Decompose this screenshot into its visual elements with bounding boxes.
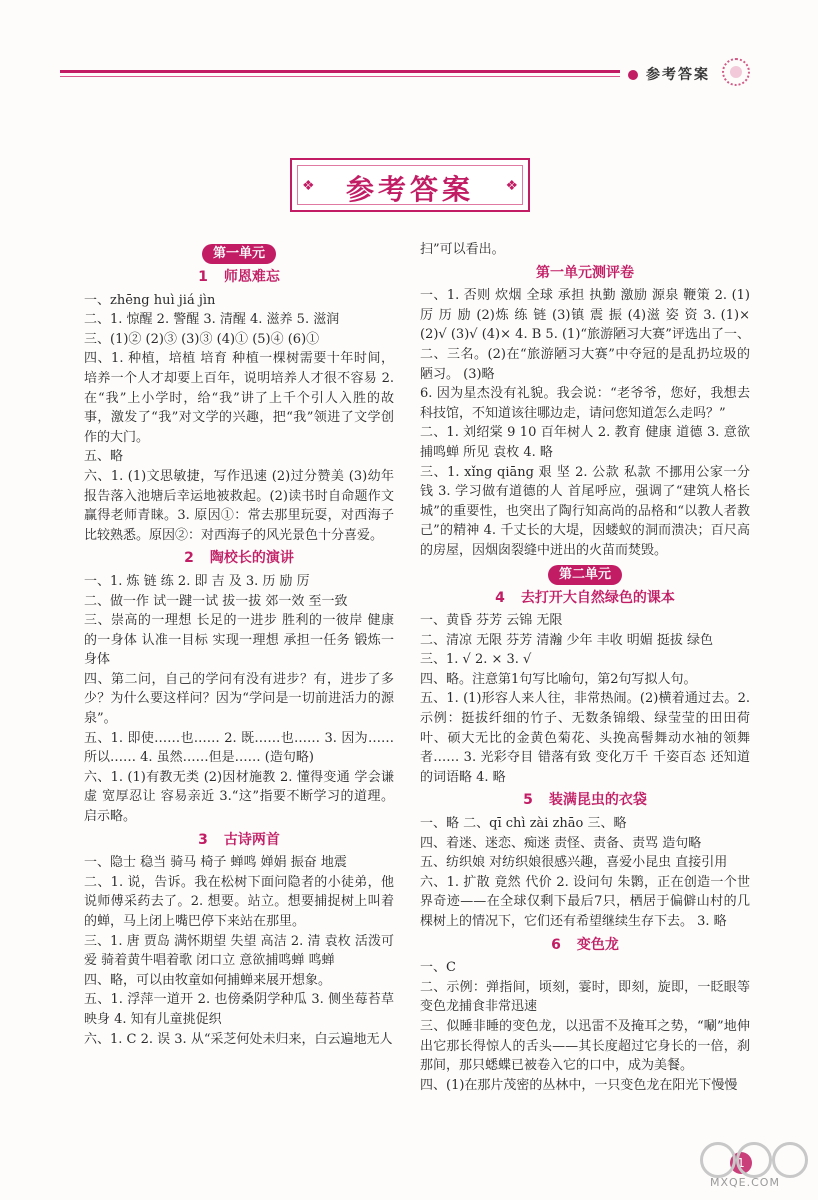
answer-paragraph: 三、1. xǐng qiāng 艰 坚 2. 公款 私款 不挪用公家一分钱 3. 学习做有道德的人 首尾呼应，强调了“建筑人格长城”的重要性，也突出了陶行知高尚的品格和“以教人者教己”的精神 4. 千丈长的大堤，因蝼蚁的洞而溃决；百尺高的房屋，因烟囱裂缝中迸出的火苗而焚毁。 [420,464,750,558]
answer-paragraph: 一、zhēng huì jiá jìn [84,292,216,308]
answer-paragraph: 五、纺织娘 对纺织娘很感兴趣，喜爱小昆虫 直接引用 [420,855,728,871]
header-dot-icon [628,70,638,80]
lesson-heading [84,549,394,569]
header-badge-icon [722,58,750,86]
answer-paragraph: 一、略 二、qī chì zài zhāo 三、略 [420,816,627,832]
answer-paragraph: 六、1. 扩散 竟然 代价 2. 设问句 朱鹮，正在创造一个世界奇迹——在全球仅剩下最后7只，栖居于偏僻山村的几棵树上的情况下，它们还有希望继续生存下去。 3. 略 [420,874,750,929]
lesson-number: 4 [495,589,505,606]
lesson-title: 装满昆虫的衣袋 [548,792,647,809]
watermark-circle-icon [772,1142,808,1178]
answer-paragraph: 二、做一作 试一踺一试 拔一拔 郊一效 至一致 [84,593,348,609]
answer-paragraph: 6. 因为星杰没有礼貌。我会说：“老爷爷，您好，我想去科技馆，不知道该往哪边走，请问您知道怎么走吗？” [420,386,750,421]
answer-paragraph: 五、1. 浮萍一道开 2. 也傍桑阴学种瓜 3. 侧坐莓苔草映身 4. 知有儿童挑促织 [84,992,394,1027]
answer-paragraph: 三、崇高的一理想 长足的一进步 胜利的一彼岸 健康的一身体 认准一目标 实现一理想 承担一任务 锻炼一身体 [84,613,394,668]
title-frame [290,158,530,212]
watermark-circle-icon [736,1142,772,1178]
lesson-heading [420,589,750,609]
title-ornament-icon: ❖ [505,178,518,194]
unit-badge: 第一单元 [202,244,276,264]
answer-paragraph: 一、1. 否则 炊烟 全球 承担 执勤 激励 源泉 鞭策 2. (1)厉 历 励 (2)炼 练 链 (3)镇 震 振 (4)滋 姿 资 3. (1)× (2)√ (3)√ (4)× 4. B 5. (1)“旅游陋习大赛”评选出了一、二、三名。(2)在“旅游陋习大赛”中夺冠的是乱扔垃圾的陋习。 (3)略 [420,288,750,382]
answer-paragraph: 三、1. √ 2. × 3. √ [420,652,532,668]
answer-paragraph: 四、着迷、迷恋、痴迷 责怪、责备、责骂 造句略 [420,835,702,851]
answer-paragraph: 五、略 [84,449,124,465]
watermark-circle-icon [700,1142,736,1178]
answer-paragraph: 三、(1)② (2)③ (3)③ (4)① (5)④ (6)① [84,331,320,347]
unit-badge: 第二单元 [548,565,622,585]
answer-paragraph: 四、(1)在那片茂密的丛林中，一只变色龙在阳光下慢慢 [420,1077,738,1093]
answer-paragraph: 一、黄昏 芬芳 云锦 无限 [420,613,563,629]
answer-paragraph: 三、似睡非睡的变色龙，以迅雷不及掩耳之势，“唰”地伸出它那长得惊人的舌头——其长度超过它身长的一倍，刹那间，那只蟋蝶已被卷入它的口中，成为美餐。 [420,1018,750,1074]
lesson-title: 师恩难忘 [223,269,280,285]
page-number-badge: 1 [730,1152,752,1174]
lesson-number: 1 [198,269,208,285]
answer-paragraph: 四、略，可以由牧童如何捕蝉来展开想象。 [84,972,332,988]
header-label: 参考答案 [646,67,710,83]
answer-paragraph: 四、略。注意第1句写比喻句，第2句写拟人句。 [420,671,697,687]
answer-paragraph: 四、第二问，自己的学问有没有进步？有，进步了多少？为什么要这样问？因为“学问是一切前进活力的源泉”。 [84,671,394,727]
title-ornament-icon: ❖ [302,178,315,194]
lesson-title: 变色龙 [576,936,619,953]
lesson-title: 去打开大自然绿色的课本 [520,589,675,606]
answer-paragraph: 二、清凉 无限 芬芳 清瀚 少年 丰收 明媚 挺拔 绿色 [420,632,714,648]
answer-paragraph: 六、1. C 2. 误 3. 从“采芝何处未归来，白云遍地无人 [84,1031,393,1047]
lesson-number: 3 [198,831,208,848]
answer-paragraph: 四、1. 种植，培植 培育 种植一棵树需要十年时间，培养一个人才却要上百年，说明培养人才很不容易 2. 在“我”上小学时，给“我”讲了上千个引人入胜的故事，激发了“我”对文学的兴趣，把“我”领进了文学创作的大门。 [84,351,394,445]
answer-paragraph: 五、1. (1)形容人来人往，非常热闹。(2)横着通过去。2. 示例：挺拔纤细的竹子、无数条锦缎、绿莹莹的田田荷叶、硕大无比的金黄色菊花、头挽高髻舞动水袖的领舞者…… 3. 光彩夺目 错落有致 变化万千 千姿百态 还知道的词语略 4. 略 [420,691,750,785]
answer-paragraph: 一、C [420,960,456,976]
answer-paragraph: 二、1. 刘绍棠 9 10 百年树人 2. 教育 健康 道德 3. 意欲捕鸣蝉 所见 袁枚 4. 略 [420,425,750,460]
answer-paragraph: 扫”可以看出。 [420,242,505,257]
answer-paragraph: 二、1. 惊醒 2. 警醒 3. 清醒 4. 滋养 5. 滋润 [84,312,340,328]
answer-paragraph: 六、1. (1)文思敏捷，写作迅速 (2)过分赞美 (3)幼年报告落入池塘后幸运地被救起。(2)读书时自命题作文赢得老师青睐。3. 原因①：常去那里玩耍，对西海子比较熟悉。原因②：对西海子的风光景色十分喜爱。 [84,468,394,543]
lesson-title: 第一单元测评卷 [536,264,634,281]
answer-paragraph: 二、示例：弹指间，顷刻，霎时，即刻，旋即，一眨眼等 变色龙捕食非常迅速 [420,979,750,1015]
lesson-title: 古诗两首 [223,831,280,848]
answer-paragraph: 二、1. 说，告诉。我在松树下面问隐者的小徒弟，他说师傅采药去了。2. 想要。站立。想要捕捉树上叫着的蝉，马上闭上嘴巴停下来站在那里。 [84,874,394,929]
answer-paragraph: 一、1. 炼 链 练 2. 即 吉 及 3. 历 励 厉 [84,573,310,589]
lesson-heading [420,936,750,956]
answer-column-right [420,240,750,1095]
lesson-title: 陶校长的演讲 [209,550,294,567]
answer-column-left [84,240,394,1049]
watermark [700,1142,810,1192]
lesson-heading [420,264,750,284]
lesson-heading [84,268,394,288]
lesson-heading [420,791,750,811]
page-title: 参考答案 [345,173,474,206]
lesson-number: 5 [523,792,533,809]
answer-paragraph: 五、1. 即使……也…… 2. 既……也…… 3. 因为……所以…… 4. 虽然……但是…… (造句略) [84,730,394,766]
lesson-heading [84,831,394,851]
answer-paragraph: 一、隐士 稳当 骑马 椅子 蝉鸣 婵娟 振奋 地震 [84,855,347,871]
header-line [60,70,620,73]
answer-paragraph: 六、1. (1)有教无类 (2)因材施教 2. 懂得变通 学会谦虚 宽厚忍让 容易亲近 3.“这”指要不断学习的道理。启示略。 [84,769,394,825]
header-line-thin [60,76,620,77]
lesson-number: 6 [551,936,561,953]
answer-paragraph: 三、1. 唐 贾岛 满怀期望 失望 高洁 2. 清 袁枚 活泼可爱 骑着黄牛唱着歌 闭口立 意欲捕鸣蝉 鸣蝉 [84,933,394,969]
watermark-text: MXQE.COM [710,1176,780,1189]
lesson-number: 2 [184,550,194,567]
